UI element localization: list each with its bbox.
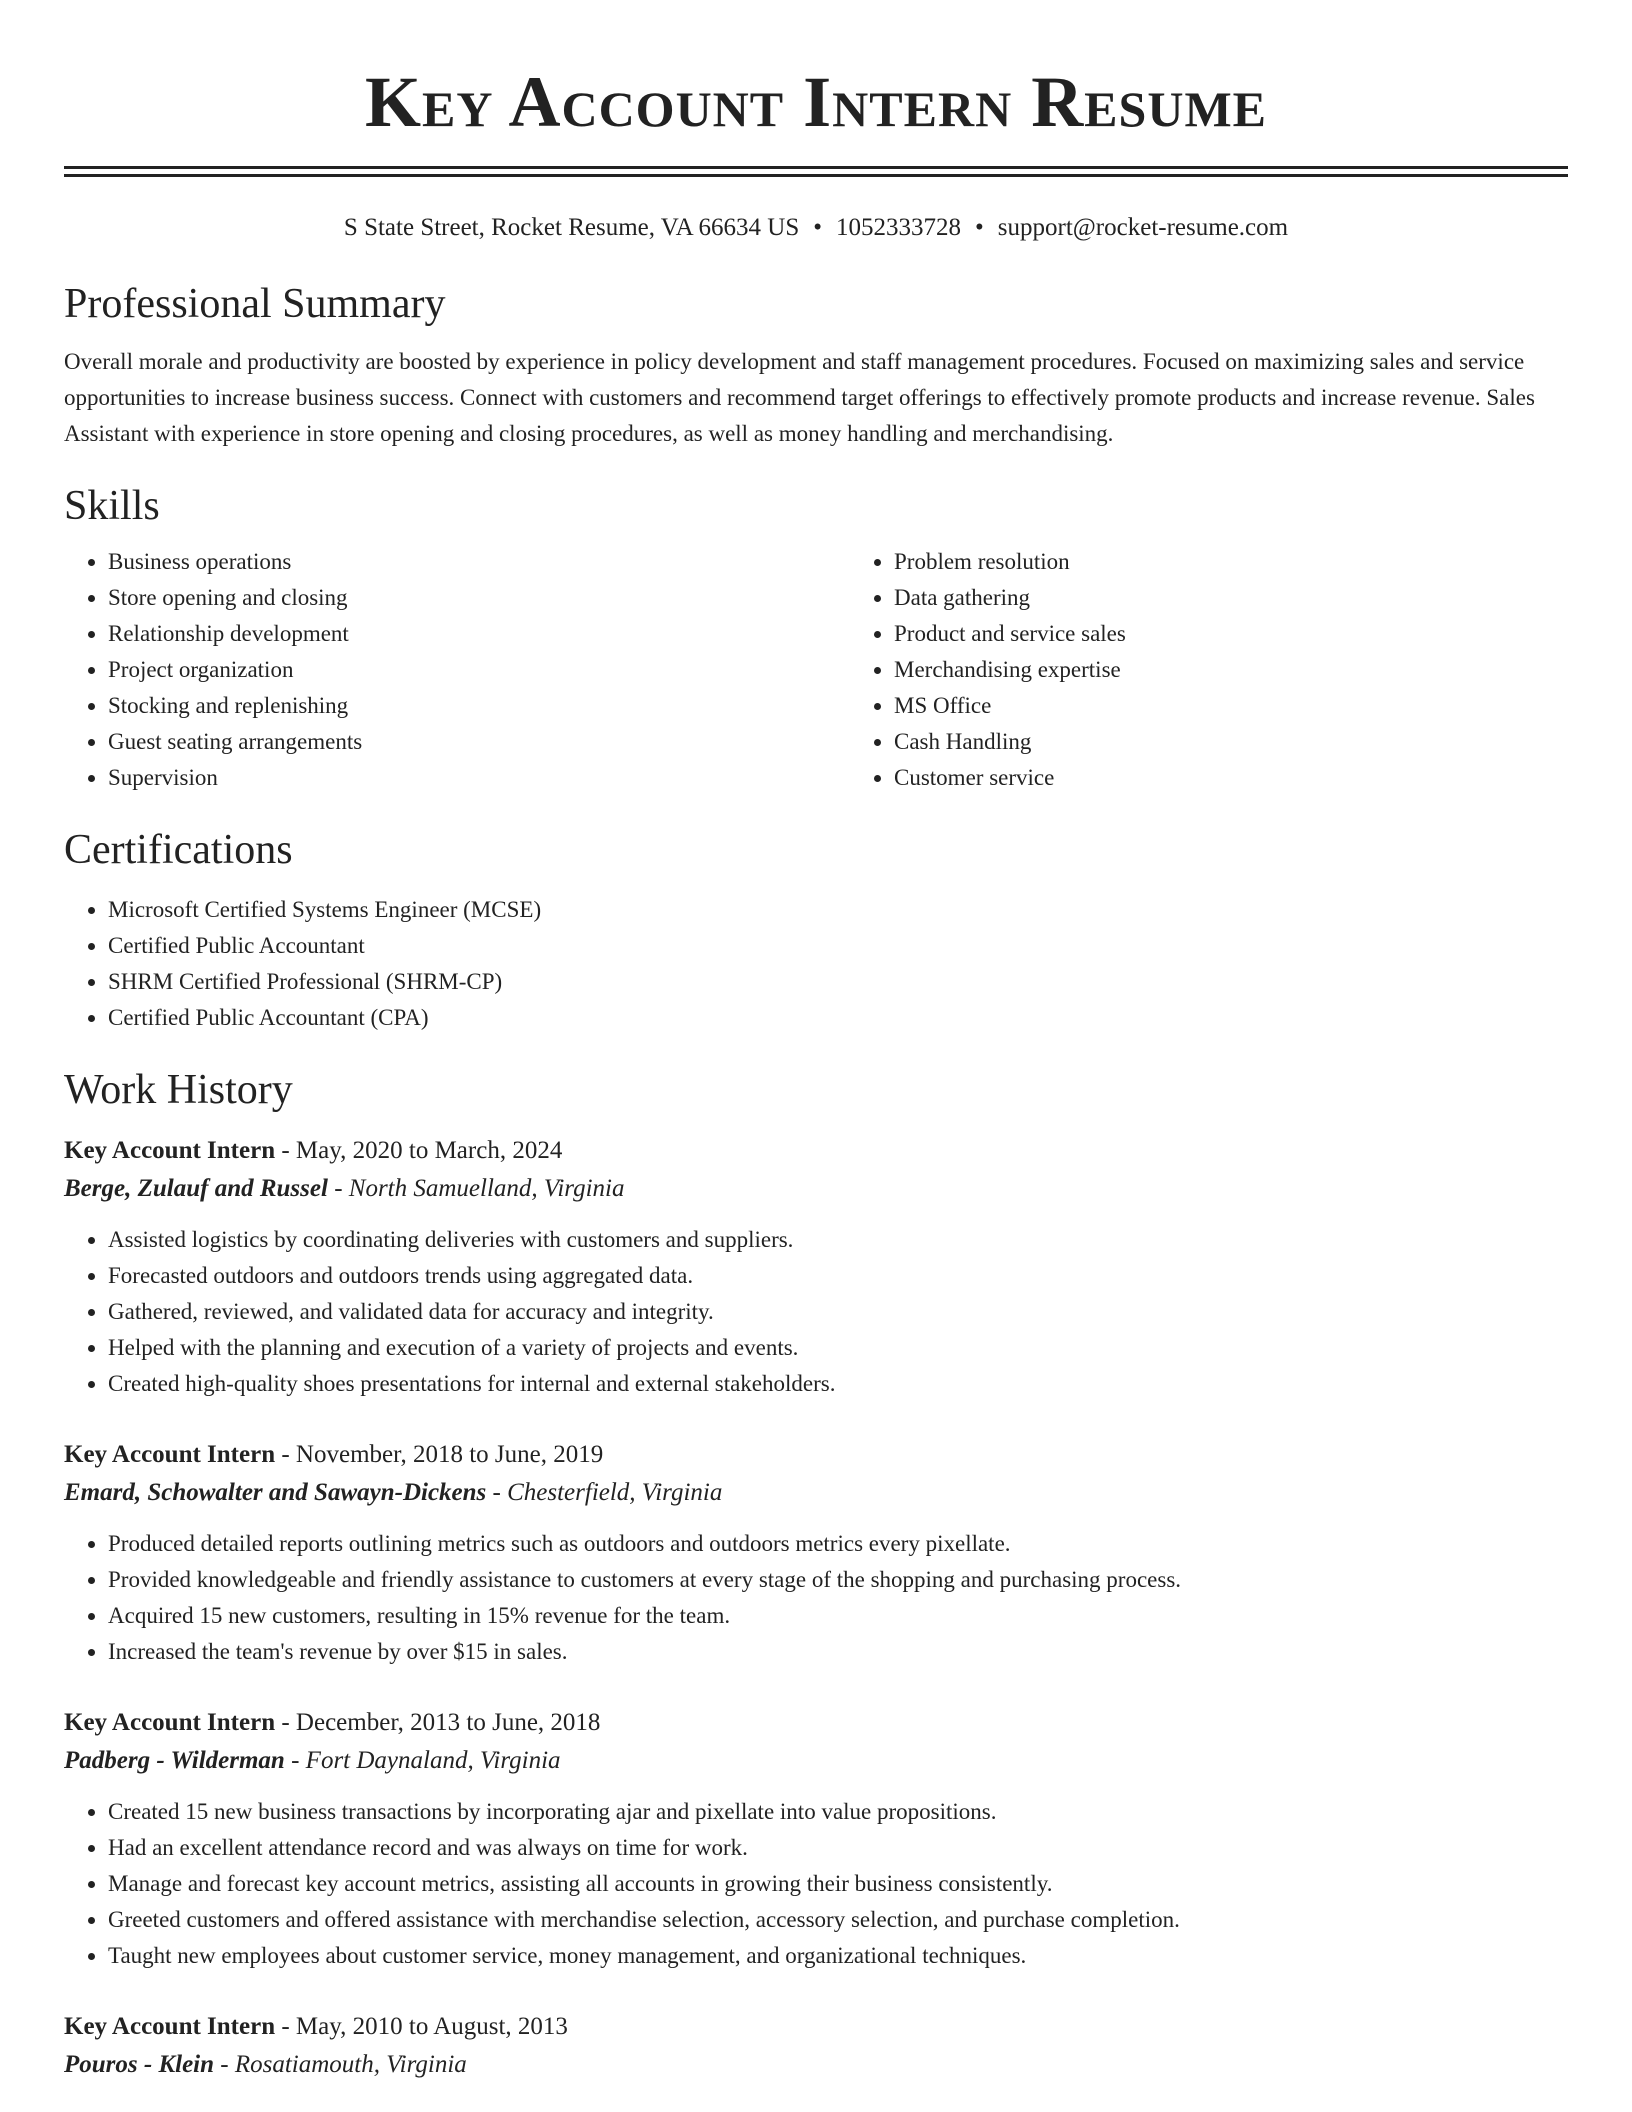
job-bullet: • Gathered, reviewed, and validated data for accuracy and integrity. xyxy=(108,1294,1568,1330)
job-title: Key Account Intern xyxy=(64,1441,276,1468)
certification-item: • Certified Public Accountant xyxy=(108,928,1568,964)
job-title: Key Account Intern xyxy=(64,2013,276,2040)
skills-heading: Skills xyxy=(64,483,160,529)
job-company-line xyxy=(64,1742,1568,1780)
job-company: Pouros - Klein xyxy=(64,2051,215,2078)
skill-item: • Problem resolution xyxy=(894,544,1632,580)
job-title-line xyxy=(64,1132,1568,1170)
contact-separator: • xyxy=(813,214,823,241)
skill-item: • Project organization xyxy=(108,652,850,688)
job-bullet: • Increased the team's revenue by over $15 in sales. xyxy=(108,1634,1568,1670)
summary-heading: Professional Summary xyxy=(64,281,446,327)
skill-item: • MS Office xyxy=(894,688,1632,724)
job-title-line xyxy=(64,1704,1568,1742)
job-location: - Chesterfield, Virginia xyxy=(486,1479,723,1506)
job-bullet: • Greeted customers and offered assistance with merchandise selection, accessory selection, and purchase completion. xyxy=(108,1902,1568,1938)
job-entry xyxy=(64,1132,1568,1402)
job-bullets xyxy=(64,1222,1568,1402)
certification-item: • Microsoft Certified Systems Engineer (MCSE) xyxy=(108,892,1568,928)
skill-item: • Product and service sales xyxy=(894,616,1632,652)
job-company: Emard, Schowalter and Sawayn-Dickens xyxy=(64,1479,487,1506)
skill-item: • Merchandising expertise xyxy=(894,652,1632,688)
certifications-heading: Certifications xyxy=(64,827,293,873)
job-bullet: • Manage and forecast key account metrics, assisting all accounts in growing their business consistently. xyxy=(108,1866,1568,1902)
skill-item: • Customer service xyxy=(894,760,1632,796)
title-rule-bottom xyxy=(64,174,1568,177)
certifications-list xyxy=(64,892,1568,1036)
job-company-line xyxy=(64,1474,1568,1512)
certification-item: • SHRM Certified Professional (SHRM-CP) xyxy=(108,964,1568,1000)
contact-separator: • xyxy=(975,214,984,241)
skills-list-left xyxy=(64,544,850,796)
job-title: Key Account Intern xyxy=(64,1137,276,1164)
job-bullets xyxy=(64,1794,1568,1974)
job-location: - North Samuelland, Virginia xyxy=(327,1175,625,1202)
contact-address: S State Street, Rocket Resume, VA 66634 US xyxy=(343,214,800,241)
skills-list-right xyxy=(850,544,1632,796)
work-history-heading: Work History xyxy=(64,1067,293,1113)
job-bullet: • Taught new employees about customer service, money management, and organizational techniques. xyxy=(108,1938,1568,1974)
job-title: Key Account Intern xyxy=(64,1709,276,1736)
job-title-line xyxy=(64,1436,1568,1474)
job-company: Berge, Zulauf and Russel xyxy=(64,1175,328,1202)
job-bullet: • Created high-quality shoes presentations for internal and external stakeholders. xyxy=(108,1366,1568,1402)
job-title-line xyxy=(64,2008,1568,2046)
skill-item: • Stocking and replenishing xyxy=(108,688,850,724)
contact-email: support@rocket-resume.com xyxy=(997,214,1289,241)
skill-item: • Data gathering xyxy=(894,580,1632,616)
job-location: - Rosatiamouth, Virginia xyxy=(214,2051,467,2078)
certification-item: • Certified Public Accountant (CPA) xyxy=(108,1000,1568,1036)
job-entry xyxy=(64,1436,1568,1670)
job-bullets xyxy=(64,1526,1568,1670)
skills-columns xyxy=(64,544,1568,796)
job-dates: - November, 2018 to June, 2019 xyxy=(275,1441,604,1468)
job-company-line xyxy=(64,2046,1568,2084)
job-bullet: • Helped with the planning and execution of a variety of projects and events. xyxy=(108,1330,1568,1366)
resume-title: Key Account Intern Resume xyxy=(364,62,1267,142)
job-bullet: • Forecasted outdoors and outdoors trends using aggregated data. xyxy=(108,1258,1568,1294)
skill-item: • Guest seating arrangements xyxy=(108,724,850,760)
summary-text: Overall morale and productivity are boosted by experience in policy development and staff management procedures. Focused on maximizing sales and service opportunities to increase business success. Connect with customers and recommend target offerings to effectively promote products and increase revenue. Sales Assistant with experience in store opening and closing procedures, as well as money handling and merchandising. xyxy=(64,349,1535,446)
job-location: - Fort Daynaland, Virginia xyxy=(284,1747,561,1774)
job-bullet: • Produced detailed reports outlining metrics such as outdoors and outdoors metrics every pixellate. xyxy=(108,1526,1568,1562)
job-bullet: • Provided knowledgeable and friendly assistance to customers at every stage of the shopping and purchasing process. xyxy=(108,1562,1568,1598)
job-company: Padberg - Wilderman xyxy=(64,1747,285,1774)
skill-item: • Cash Handling xyxy=(894,724,1632,760)
job-dates: - May, 2020 to March, 2024 xyxy=(275,1137,563,1164)
skill-item: • Store opening and closing xyxy=(108,580,850,616)
job-entry xyxy=(64,1704,1568,1974)
skill-item: • Business operations xyxy=(108,544,850,580)
contact-phone: 1052333728 xyxy=(836,214,962,241)
job-entry xyxy=(64,2008,1568,2084)
skill-item: • Supervision xyxy=(108,760,850,796)
contact-line xyxy=(64,210,1568,246)
title-rule-top xyxy=(64,166,1568,169)
job-bullet: • Acquired 15 new customers, resulting in 15% revenue for the team. xyxy=(108,1598,1568,1634)
skill-item: • Relationship development xyxy=(108,616,850,652)
job-bullet: • Assisted logistics by coordinating deliveries with customers and suppliers. xyxy=(108,1222,1568,1258)
job-dates: - December, 2013 to June, 2018 xyxy=(275,1709,601,1736)
job-bullet: • Created 15 new business transactions by incorporating ajar and pixellate into value propositions. xyxy=(108,1794,1568,1830)
job-company-line xyxy=(64,1170,1568,1208)
job-bullet: • Had an excellent attendance record and was always on time for work. xyxy=(108,1830,1568,1866)
job-dates: - May, 2010 to August, 2013 xyxy=(275,2013,568,2040)
